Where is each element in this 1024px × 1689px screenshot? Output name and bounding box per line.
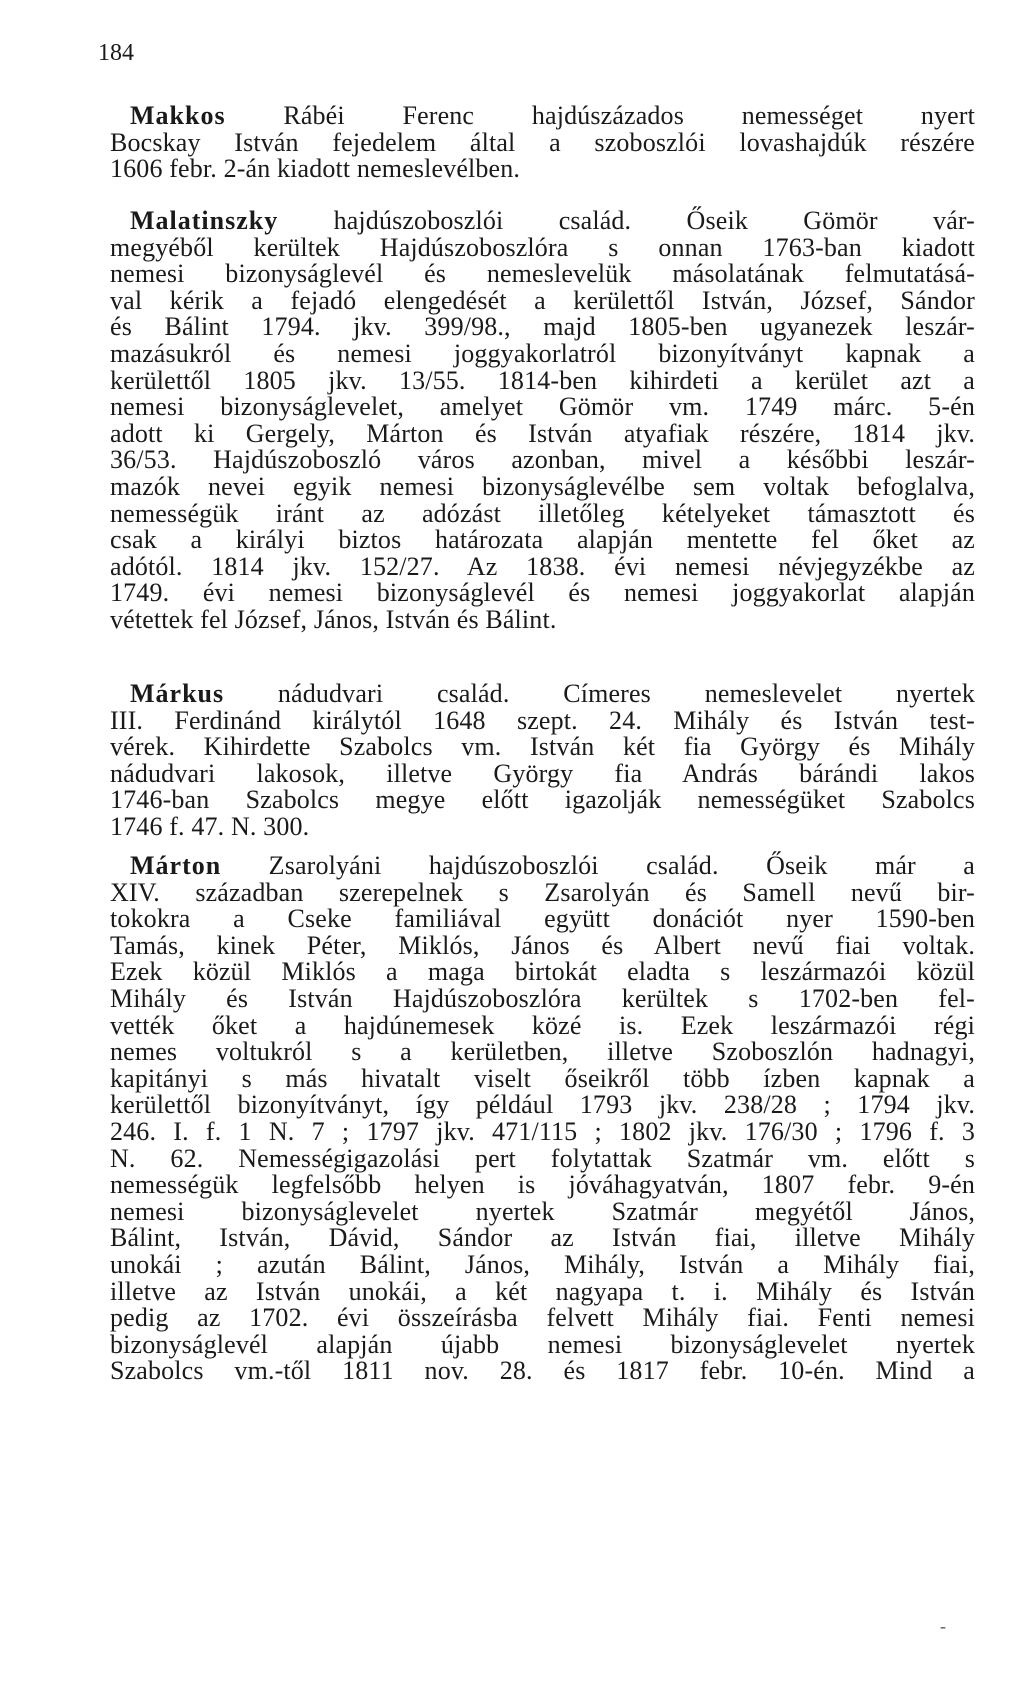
text-line: 1606 febr. 2-án kiadott nemeslevélben.: [110, 154, 521, 184]
text-line: 1746-ban Szabolcs megye előtt igazolják nemességüket Szabolcs: [110, 785, 975, 815]
text-line: nemességük iránt az adózást illetőleg kételyeket támasztott és: [110, 498, 975, 528]
text-line: III. Ferdinánd királytól 1648 szept. 24. Mihály és István test-: [110, 705, 975, 735]
text-line: bizonyságlevél alapján újabb nemesi bizonyságlevelet nyertek: [110, 1329, 975, 1359]
text-line: és Bálint 1794. jkv. 399/98., majd 1805-ben ugyanezek leszár-: [110, 312, 975, 342]
text-line: Bálint, István, Dávid, Sándor az István fiai, illetve Mihály: [110, 1223, 975, 1253]
text-line: 36/53. Hajdúszoboszló város azonban, mivel a későbbi leszár-: [110, 445, 975, 475]
text-line: Szabolcs vm.-től 1811 nov. 28. és 1817 febr. 10-én. Mind a: [110, 1356, 975, 1386]
text-line: [110, 103, 975, 130]
text-line: megyéből kerültek Hajdúszoboszlóra s onnan 1763-ban kiadott: [110, 232, 975, 262]
text-line: pedig az 1702. évi összeírásba felvett Mihály fiai. Fenti nemesi: [110, 1303, 975, 1333]
entry-makkos: [110, 103, 975, 183]
entry-text: hajdúszoboszlói család. Őseik Gömör vár-: [278, 206, 975, 235]
footer-mark: -: [940, 1616, 946, 1636]
text-line: N. 62. Nemességigazolási pert folytattak Szatmár vm. előtt s: [110, 1143, 975, 1173]
entry-marton: [110, 853, 975, 1385]
text-line: XIV. században szerepelnek s Zsarolyán és Samell nevű bir-: [110, 877, 975, 907]
text-line: mazók nevei egyik nemesi bizonyságlevélbe sem voltak befoglalva,: [110, 471, 975, 501]
text-line: tokokra a Cseke familiával együtt donációt nyer 1590-ben: [110, 904, 975, 934]
text-line: Tamás, kinek Péter, Miklós, János és Albert nevű fiai voltak.: [110, 930, 975, 960]
text-line: unokái ; azután Bálint, János, Mihály, István a Mihály fiai,: [110, 1249, 975, 1279]
text-line: vérek. Kihirdette Szabolcs vm. István két fia György és Mihály: [110, 732, 975, 762]
text-line: mazásukról és nemesi joggyakorlatról bizonyítványt kapnak a: [110, 338, 975, 368]
text-line: csak a királyi biztos határozata alapján mentette fel őket az: [110, 525, 975, 555]
text-line: 246. I. f. 1 N. 7 ; 1797 jkv. 471/115 ; 1802 jkv. 176/30 ; 1796 f. 3: [110, 1116, 975, 1146]
entry-markus: [110, 681, 975, 841]
text-line: Mihály és István Hajdúszoboszlóra kerültek s 1702-ben fel-: [110, 983, 975, 1013]
entry-lead-name: Márkus: [130, 679, 225, 708]
entry-malatinszky: [110, 208, 975, 634]
text-line: val kérik a fejadó elengedését a kerülettől István, József, Sándor: [110, 285, 975, 315]
text-line: nemes voltukról s a kerületben, illetve Szoboszlón hadnagyi,: [110, 1037, 975, 1067]
text-line: 1749. évi nemesi bizonyságlevél és nemesi joggyakorlat alapján: [110, 578, 975, 608]
text-line: vették őket a hajdúnemesek közé is. Ezek leszármazói régi: [110, 1010, 975, 1040]
text-line: vétettek fel József, János, István és Bálint.: [110, 604, 557, 634]
text-line: kerülettől 1805 jkv. 13/55. 1814-ben kihirdeti a kerület azt a: [110, 365, 975, 395]
text-line: adott ki Gergely, Márton és István atyafiak részére, 1814 jkv.: [110, 418, 975, 448]
entry-lead-name: Malatinszky: [130, 206, 279, 235]
text-line: nemesi bizonyságlevél és nemeslevelük másolatának felmutatásá-: [110, 259, 975, 289]
entry-lead-name: Márton: [130, 851, 222, 880]
text-line: nemességük legfelsőbb helyen is jóváhagyatván, 1807 febr. 9-én: [110, 1170, 975, 1200]
text-line: illetve az István unokái, a két nagyapa t. i. Mihály és István: [110, 1276, 975, 1306]
text-line: Ezek közül Miklós a maga birtokát eladta s leszármazói közül: [110, 957, 975, 987]
text-line: Bocskay István fejedelem által a szoboszlói lovashajdúk részére: [110, 127, 975, 157]
entry-lead-name: Makkos: [130, 101, 226, 130]
entry-text: nádudvari család. Címeres nemeslevelet nyertek: [224, 679, 975, 708]
entry-text: Rábéi Ferenc hajdúszázados nemességet nyert: [225, 101, 975, 130]
entry-text: Zsarolyáni hajdúszoboszlói család. Őseik már a: [221, 851, 975, 880]
text-line: [110, 208, 975, 235]
text-line: nemesi bizonyságlevelet, amelyet Gömör vm. 1749 márc. 5-én: [110, 392, 975, 422]
text-line: [110, 853, 975, 880]
text-line: nádudvari lakosok, illetve György fia András bárándi lakos: [110, 758, 975, 788]
text-line: nemesi bizonyságlevelet nyertek Szatmár megyétől János,: [110, 1196, 975, 1226]
text-line: kerülettől bizonyítványt, így például 1793 jkv. 238/28 ; 1794 jkv.: [110, 1090, 975, 1120]
text-line: kapitányi s más hivatalt viselt őseikről több ízben kapnak a: [110, 1063, 975, 1093]
page-number: 184: [98, 40, 134, 66]
text-line: adótól. 1814 jkv. 152/27. Az 1838. évi nemesi névjegyzékbe az: [110, 551, 975, 581]
text-line: [110, 681, 975, 708]
text-line: 1746 f. 47. N. 300.: [110, 811, 310, 841]
